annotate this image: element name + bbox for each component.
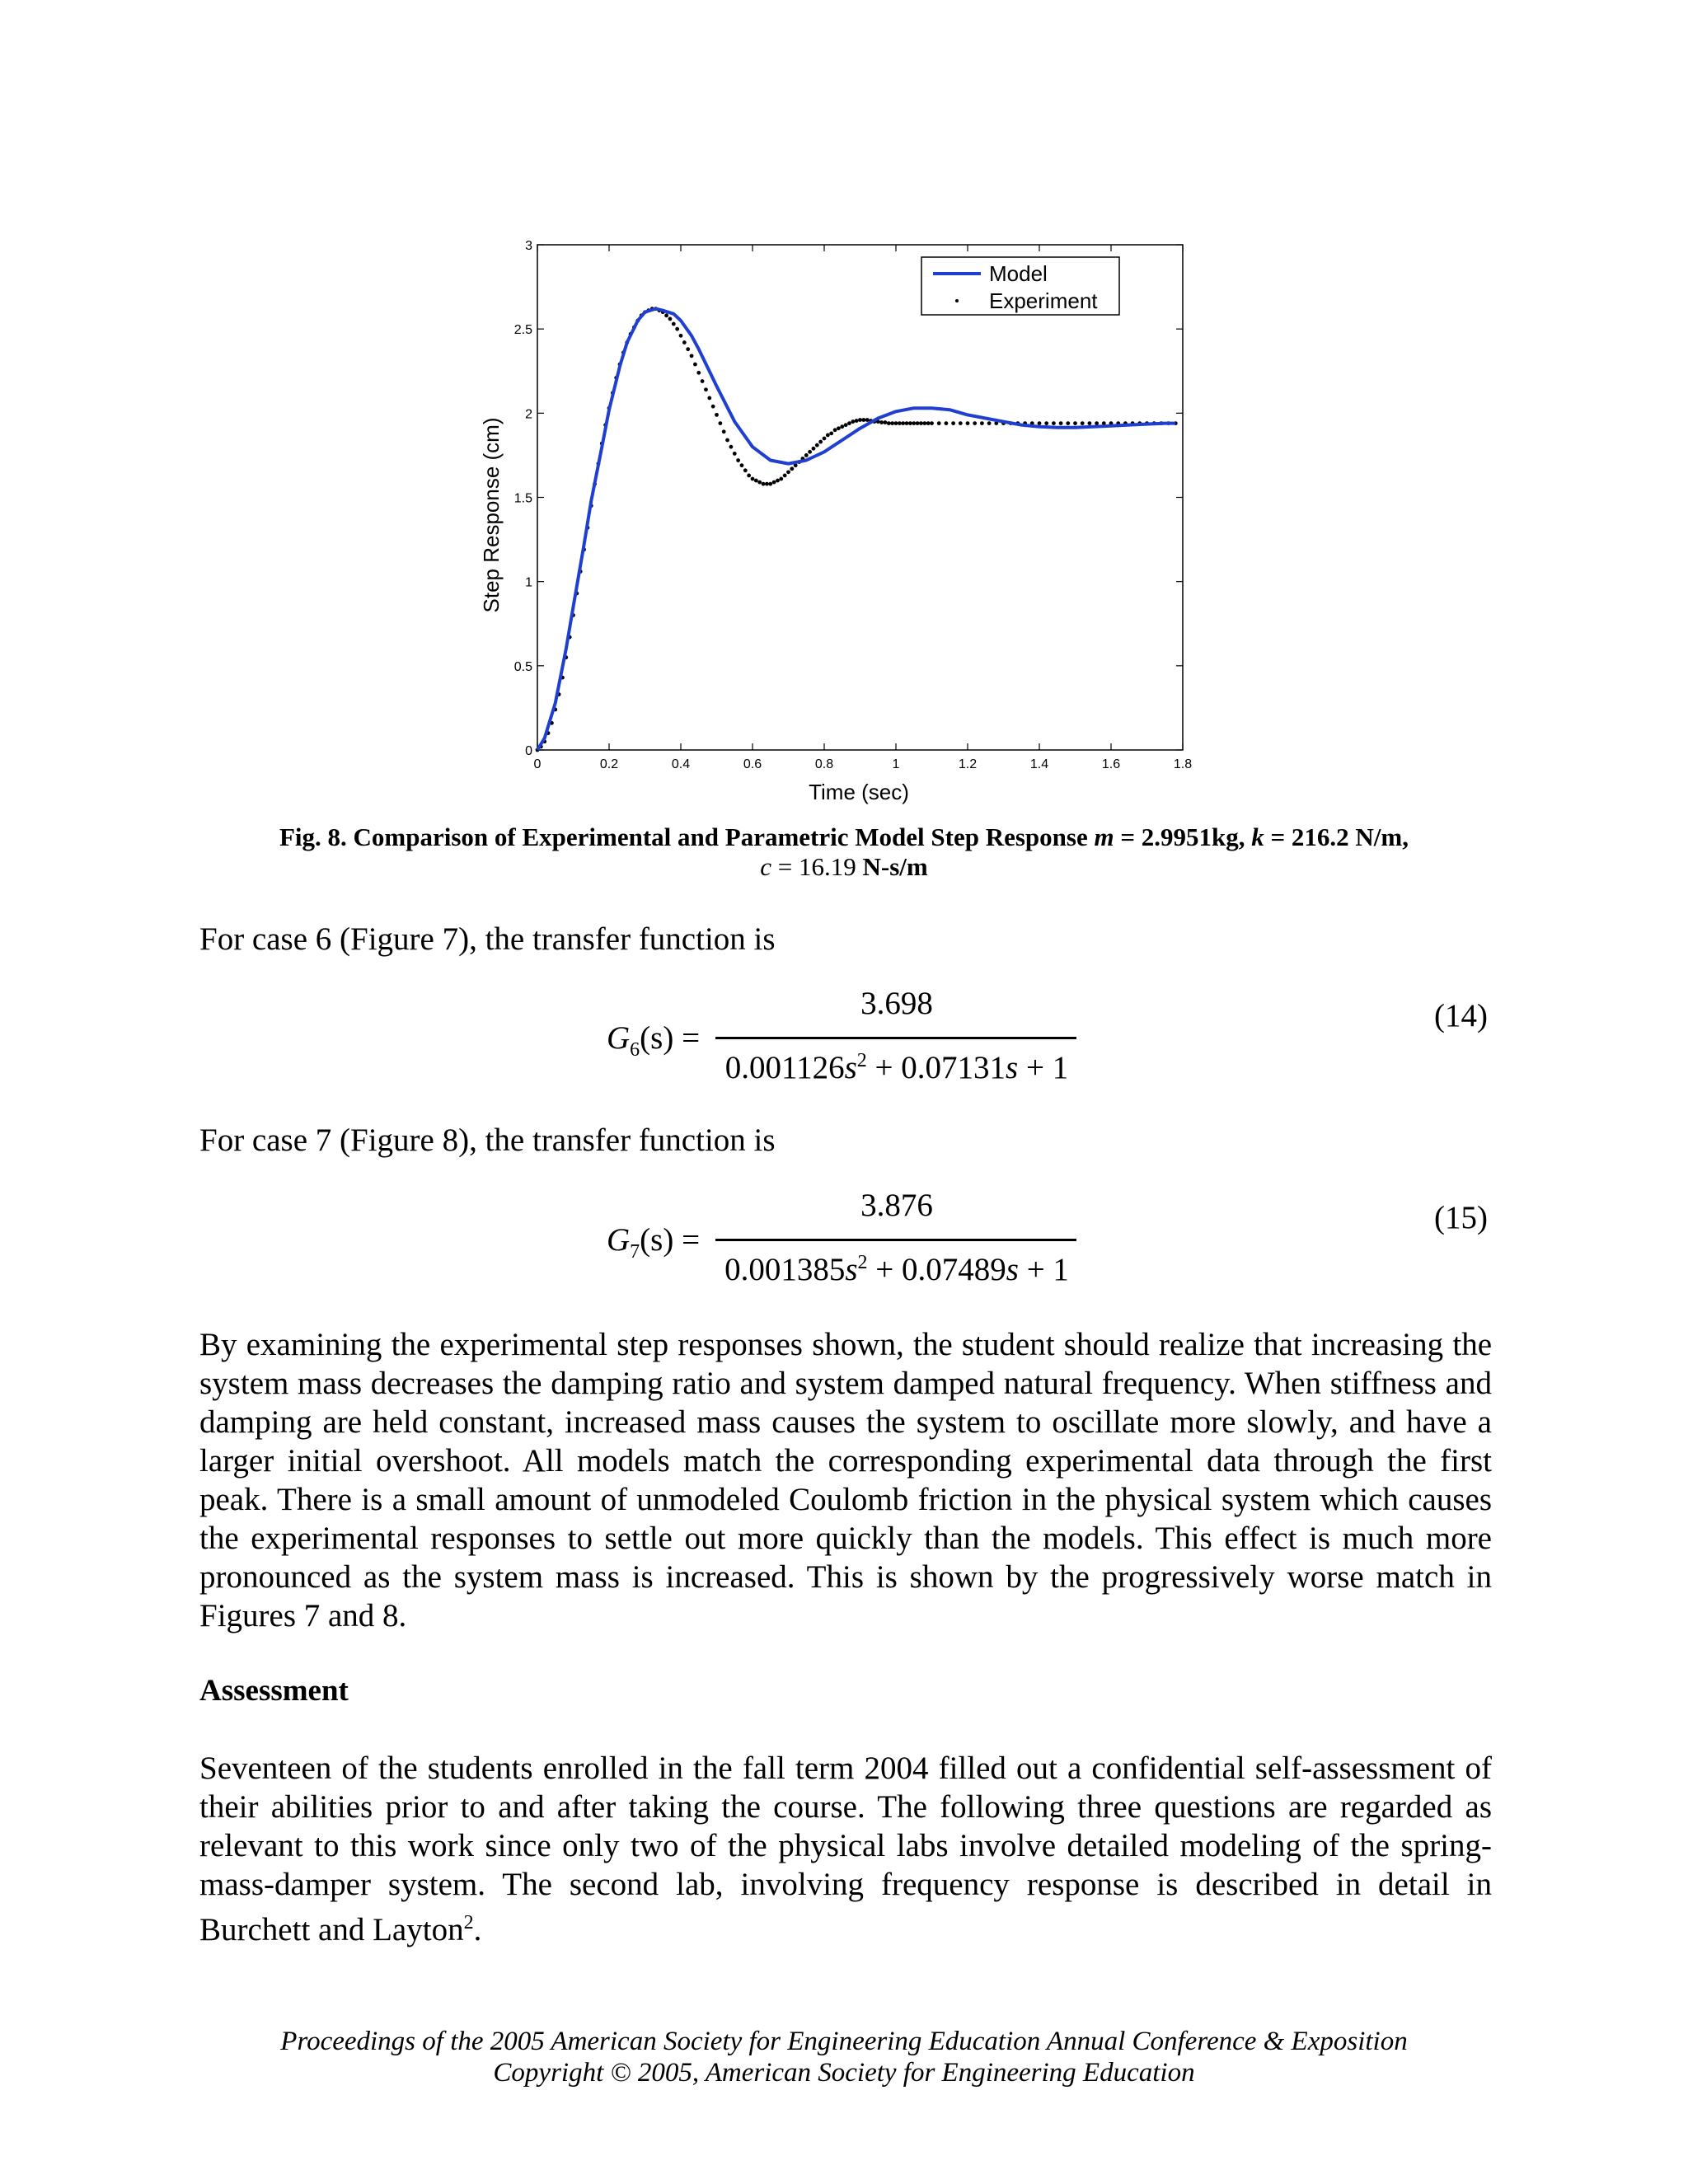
experiment-point xyxy=(884,420,888,424)
x-tick-label: 1.2 xyxy=(958,757,978,771)
caption-c-symbol: c xyxy=(760,852,772,881)
eq15-den-b: + 0.07489 xyxy=(867,1252,1006,1287)
footer-line-2: Copyright © 2005, American Society for Engineering Education xyxy=(493,2058,1195,2088)
caption-c-value: = 16.19 xyxy=(771,852,856,881)
citation-superscript: 2 xyxy=(463,1912,474,1933)
eq14-den-s2: s xyxy=(1006,1050,1019,1085)
experiment-point xyxy=(826,433,830,437)
y-tick-label: 3 xyxy=(525,239,532,253)
experiment-point xyxy=(768,482,772,486)
experiment-point xyxy=(675,327,679,331)
footer xyxy=(0,2026,1688,2088)
experiment-point xyxy=(682,340,687,344)
y-tick-label: 2.5 xyxy=(513,323,532,338)
experiment-point xyxy=(1052,421,1056,425)
experiment-point xyxy=(959,421,963,425)
experiment-point xyxy=(1066,421,1070,425)
x-tick-label: 0.8 xyxy=(814,757,834,771)
legend xyxy=(921,257,1119,315)
caption-c-unit: N-s/m xyxy=(856,852,928,881)
eq15-den-exp: 2 xyxy=(857,1252,868,1273)
experiment-point xyxy=(707,396,711,401)
experiment-point xyxy=(898,421,902,425)
model-series xyxy=(537,309,1175,750)
eq14-subscript: 6 xyxy=(630,1038,640,1061)
legend-experiment-swatch xyxy=(955,299,959,302)
experiment-point xyxy=(951,421,955,425)
model-line xyxy=(537,309,1175,750)
experiment-point xyxy=(711,405,715,409)
lead-case-6: For case 6 (Figure 7), the transfer function is xyxy=(199,921,776,957)
experiment-point xyxy=(966,421,970,425)
experiment-point xyxy=(690,354,694,358)
experiment-point xyxy=(1059,421,1063,425)
experiment-point xyxy=(916,421,920,425)
eq15-den-c: + 1 xyxy=(1018,1252,1069,1287)
experiment-point xyxy=(664,313,668,317)
experiment-point xyxy=(701,379,705,383)
experiment-point xyxy=(887,421,891,425)
experiment-point xyxy=(1044,421,1048,425)
x-tick-label: 0 xyxy=(533,757,542,771)
plot-border xyxy=(537,245,1183,750)
y-axis-ticks xyxy=(514,239,1183,758)
x-tick-label: 0.6 xyxy=(743,757,762,771)
experiment-point xyxy=(783,474,787,478)
caption-k-symbol: k xyxy=(1251,823,1264,851)
experiment-point xyxy=(945,421,949,425)
equation-14-number: (14) xyxy=(1434,998,1488,1033)
experiment-point xyxy=(772,480,776,485)
caption-m-symbol: m xyxy=(1094,823,1114,851)
experiment-point xyxy=(890,421,894,425)
body-paragraph-1: By examining the experimental step responses shown, the student should realize that increasing the system mass decreases the damping ratio and system damped natural frequency. When stiffness and damping are held constant, increased mass causes the system to oscillate more slowly, and have a larger initial overshoot. All models match the corresponding experimental data through the first peak. There is a small amount of unmodeled Coulomb friction in the physical system which causes the experimental responses to settle out more quickly than the models. This effect is much more pronounced as the system mass is increased. This is shown by the progressively worse match in Figures 7 and 8. xyxy=(199,1327,1492,1633)
eq15-numerator: 3.876 xyxy=(860,1188,933,1223)
eq14-den-b: + 0.07131 xyxy=(866,1050,1006,1085)
eq15-den-a: 0.001385 xyxy=(724,1252,846,1287)
experiment-point xyxy=(718,421,722,425)
experiment-point xyxy=(987,421,992,425)
experiment-point xyxy=(879,420,884,424)
experiment-point xyxy=(912,421,916,425)
experiment-point xyxy=(722,429,726,434)
x-axis-label: Time (sec) xyxy=(809,780,909,804)
eq15-fraction-bar xyxy=(715,1239,1076,1241)
y-tick-label: 0 xyxy=(525,744,532,758)
eq15-lhs xyxy=(607,1221,700,1263)
x-tick-label: 1.6 xyxy=(1101,757,1121,771)
eq14-lhs xyxy=(607,1019,700,1062)
experiment-point xyxy=(919,421,923,425)
experiment-series xyxy=(536,307,1178,752)
experiment-point xyxy=(973,421,977,425)
x-tick-label: 1 xyxy=(892,757,900,771)
experiment-point xyxy=(865,418,870,422)
body-paragraph-2-end: . xyxy=(473,1912,482,1947)
x-axis-ticks xyxy=(534,245,1193,771)
experiment-point xyxy=(922,421,926,425)
experiment-point xyxy=(757,480,762,485)
eq14-den-a: 0.001126 xyxy=(724,1050,845,1085)
caption-line-1 xyxy=(198,823,1490,852)
experiment-point xyxy=(844,423,848,427)
step-response-chart xyxy=(462,223,1203,816)
experiment-point xyxy=(833,428,837,432)
experiment-point xyxy=(1073,421,1077,425)
eq14-den-s: s xyxy=(844,1050,857,1085)
experiment-point xyxy=(980,421,984,425)
experiment-point xyxy=(765,482,769,486)
y-tick-label: 1 xyxy=(525,575,532,590)
eq15-subscript: 7 xyxy=(630,1240,640,1263)
experiment-point xyxy=(861,418,865,422)
footer-line-1: Proceedings of the 2005 American Society for Engineering Education Annual Conference & Exposition xyxy=(280,2027,1408,2056)
experiment-point xyxy=(894,421,898,425)
experiment-point xyxy=(686,347,690,351)
experiment-point xyxy=(1088,421,1092,425)
experiment-point xyxy=(908,421,912,425)
eq14-denominator xyxy=(707,1049,1086,1086)
eq14-lhs-rest: (s) = xyxy=(640,1020,701,1056)
legend-experiment-label: Experiment xyxy=(989,288,1098,313)
eq15-denominator xyxy=(707,1251,1086,1288)
experiment-point xyxy=(858,418,862,422)
experiment-point xyxy=(743,468,748,472)
x-tick-label: 1.4 xyxy=(1029,757,1049,771)
experiment-point xyxy=(855,419,859,423)
experiment-point xyxy=(736,458,740,462)
experiment-point xyxy=(837,426,841,430)
experiment-point xyxy=(804,453,809,457)
experiment-point xyxy=(679,334,683,338)
eq15-g: G xyxy=(607,1222,631,1258)
experiment-point xyxy=(754,479,758,483)
caption-line-2 xyxy=(198,852,1490,882)
experiment-point xyxy=(823,437,827,441)
experiment-point xyxy=(693,363,697,367)
experiment-point xyxy=(668,317,673,321)
experiment-point xyxy=(725,438,729,443)
experiment-point xyxy=(812,447,816,451)
experiment-point xyxy=(926,421,931,425)
caption-m-value: = 2.9951kg, xyxy=(1114,823,1252,851)
eq14-den-c: + 1 xyxy=(1018,1050,1069,1085)
experiment-point xyxy=(747,474,751,478)
y-axis-label: Step Response (cm) xyxy=(479,417,504,613)
x-tick-label: 0.4 xyxy=(671,757,691,771)
experiment-point xyxy=(1081,421,1085,425)
experiment-point xyxy=(672,322,676,326)
experiment-point xyxy=(733,452,737,456)
experiment-point xyxy=(930,421,934,425)
eq14-g: G xyxy=(607,1020,631,1056)
experiment-point xyxy=(740,463,744,467)
legend-model-label: Model xyxy=(989,261,1048,286)
experiment-point xyxy=(829,431,833,435)
caption-k-value: = 216.2 N/m, xyxy=(1264,823,1409,851)
body-paragraph-2 xyxy=(199,1749,1492,1949)
experiment-point xyxy=(704,387,708,391)
experiment-point xyxy=(905,421,909,425)
eq15-den-s2: s xyxy=(1006,1252,1019,1287)
experiment-point xyxy=(901,421,905,425)
experiment-point xyxy=(840,424,844,429)
experiment-point xyxy=(762,482,766,486)
experiment-point xyxy=(851,419,855,424)
eq15-lhs-rest: (s) = xyxy=(640,1222,701,1258)
experiment-point xyxy=(1038,421,1042,425)
experiment-point xyxy=(808,450,812,454)
axes-frame xyxy=(537,245,1183,750)
eq14-numerator: 3.698 xyxy=(860,986,933,1021)
section-heading-assessment: Assessment xyxy=(199,1674,349,1708)
experiment-point xyxy=(847,421,851,425)
experiment-point xyxy=(729,445,734,449)
y-tick-label: 0.5 xyxy=(513,659,532,674)
experiment-point xyxy=(696,371,701,375)
lead-case-7: For case 7 (Figure 8), the transfer function is xyxy=(199,1122,776,1158)
experiment-point xyxy=(1095,421,1099,425)
experiment-point xyxy=(715,413,719,417)
experiment-point xyxy=(776,479,780,483)
equation-15-number: (15) xyxy=(1434,1200,1488,1235)
experiment-point xyxy=(786,470,790,474)
experiment-point xyxy=(790,466,794,471)
eq14-fraction-bar xyxy=(715,1037,1076,1039)
y-tick-label: 2 xyxy=(525,407,532,422)
figure-caption xyxy=(198,823,1490,882)
experiment-point xyxy=(751,477,755,481)
x-tick-label: 0.2 xyxy=(599,757,619,771)
body-paragraph-2-text: Seventeen of the students enrolled in the fall term 2004 filled out a confidential self-assessment of their abilities prior to and after taking the course. The following three questions are regarded as relevant to this work since only two of the physical labs involve detailed modeling of the spring-mass-damper system. The second lab, involving frequency response is described in detail in Burchett and Layton xyxy=(199,1750,1492,1947)
experiment-point xyxy=(815,443,819,448)
x-tick-label: 1.8 xyxy=(1173,757,1193,771)
experiment-point xyxy=(779,477,783,481)
experiment-point xyxy=(937,421,941,425)
eq15-den-s: s xyxy=(845,1252,858,1287)
experiment-point xyxy=(818,440,823,444)
caption-title: Fig. 8. Comparison of Experimental and Parametric Model Step Response xyxy=(279,823,1088,851)
y-tick-label: 1.5 xyxy=(513,491,532,506)
eq14-den-exp: 2 xyxy=(856,1050,867,1071)
